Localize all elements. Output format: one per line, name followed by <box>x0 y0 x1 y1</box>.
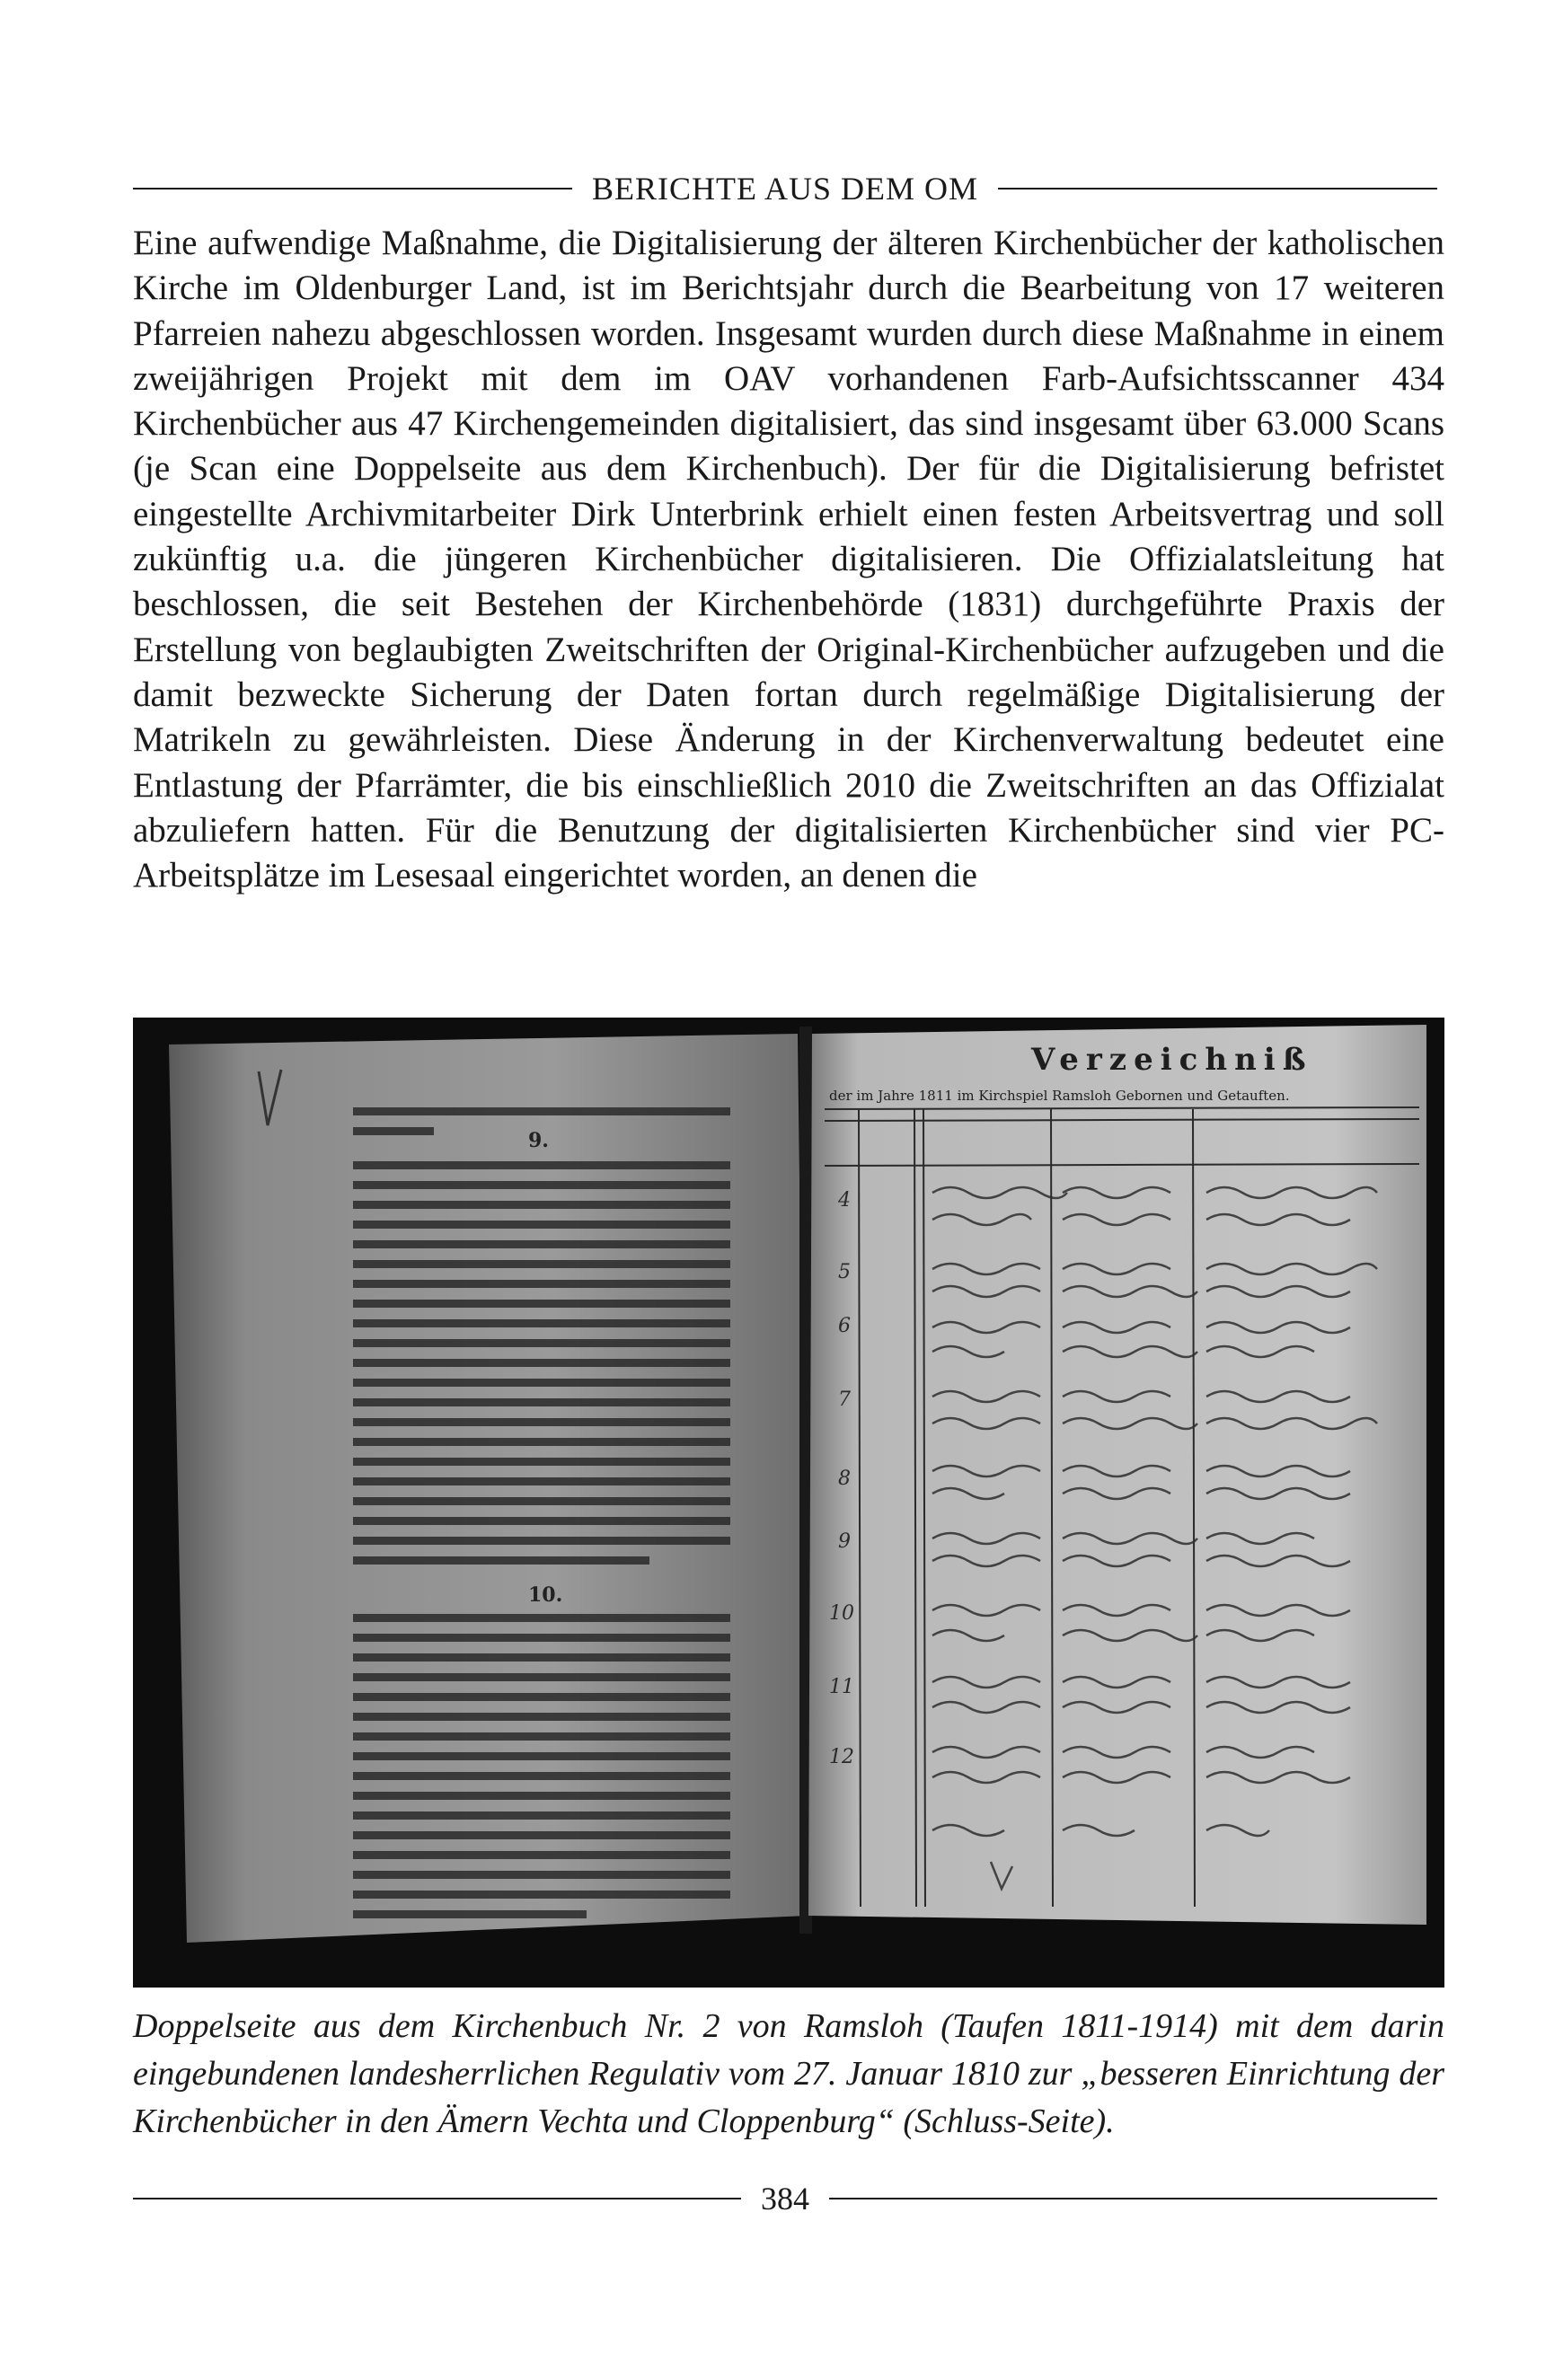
svg-text:12: 12 <box>829 1746 854 1768</box>
svg-text:4: 4 <box>838 1189 851 1212</box>
svg-text:10: 10 <box>829 1602 854 1625</box>
svg-text:7: 7 <box>838 1388 851 1411</box>
page-number: 384 <box>761 2181 809 2217</box>
body-paragraph: Eine aufwendige Maßnahme, die Digitalisierung der älteren Kirchenbücher der katholischen Kirche im Oldenburger Land, ist im Berichtsjahr durch die Bearbeitung von 17 weiteren Pfarreien nahezu abgeschlossen worden. Insgesamt wurden durch diese Maßnahme in einem zweijährigen Projekt mit dem im OAV vorhandenen Farb-Aufsichtsscanner 434 Kirchenbücher aus 47 Kirchengemeinden digitalisiert, das sind insgesamt über 63.000 Scans (je Scan eine Doppelseite aus dem Kirchenbuch). Der für die Digitalisierung befristet eingestellte Archivmitarbeiter Dirk Unterbrink erhielt einen festen Arbeitsvertrag und soll zukünftig u.a. die jüngeren Kirchenbücher digitalisieren. Die Offizialatsleitung hat beschlossen, die seit Bestehen der Kirchenbehörde (1831) durchgeführte Praxis der Erstellung von beglaubigten Zweitschriften der Original-Kirchenbücher aufzugeben und die damit bezweckte Sicherung der Daten fortan durch regelmäßige Digitalisierung der Matrikeln zu gewährleisten. Diese Änderung in der Kirchenverwaltung bedeutet eine Entlastung der Pfarrämter, die bis einschließlich 2010 die Zweitschriften an das Offizialat abzuliefern hatten. Für die Benutzung der digitalisierten Kirchenbücher sind vier PC-Arbeitsplätze im Lesesaal eingerichtet worden, an denen die <box>133 224 1444 895</box>
page-footer <box>133 2173 1437 2224</box>
figure-caption: Doppelseite aus dem Kirchenbuch Nr. 2 von Ramsloh (Taufen 1811-1914) mit dem darin eingebundenen landesherrlichen Regulativ vom 27. Januar 1810 zur „besseren Einrichtung der Kirchenbücher in den Ämern Vechta und Cloppenburg“ (Schluss-Seite). <box>133 2007 1444 2140</box>
section-number-10: 10. <box>528 1583 563 1607</box>
section-number-9: 9. <box>528 1129 549 1152</box>
svg-text:5: 5 <box>838 1261 851 1283</box>
church-book-photo <box>133 1018 1444 1988</box>
svg-text:9: 9 <box>838 1530 851 1553</box>
church-book-image <box>133 1018 1444 1988</box>
svg-text:8: 8 <box>838 1468 851 1490</box>
svg-text:6: 6 <box>838 1315 851 1337</box>
footer-rule-right <box>829 2198 1437 2199</box>
running-title: BERICHTE AUS DEM OM <box>591 171 979 207</box>
header-rule-right <box>998 188 1437 190</box>
register-heading: Verzeichniß <box>1031 1042 1313 1078</box>
svg-text:11: 11 <box>829 1676 854 1698</box>
footer-rule-left <box>133 2198 741 2199</box>
header-rule-left <box>133 188 572 190</box>
running-header <box>133 162 1437 216</box>
register-subheading: der im Jahre 1811 im Kirchspiel Ramsloh Gebornen und Getauften. <box>829 1088 1290 1104</box>
